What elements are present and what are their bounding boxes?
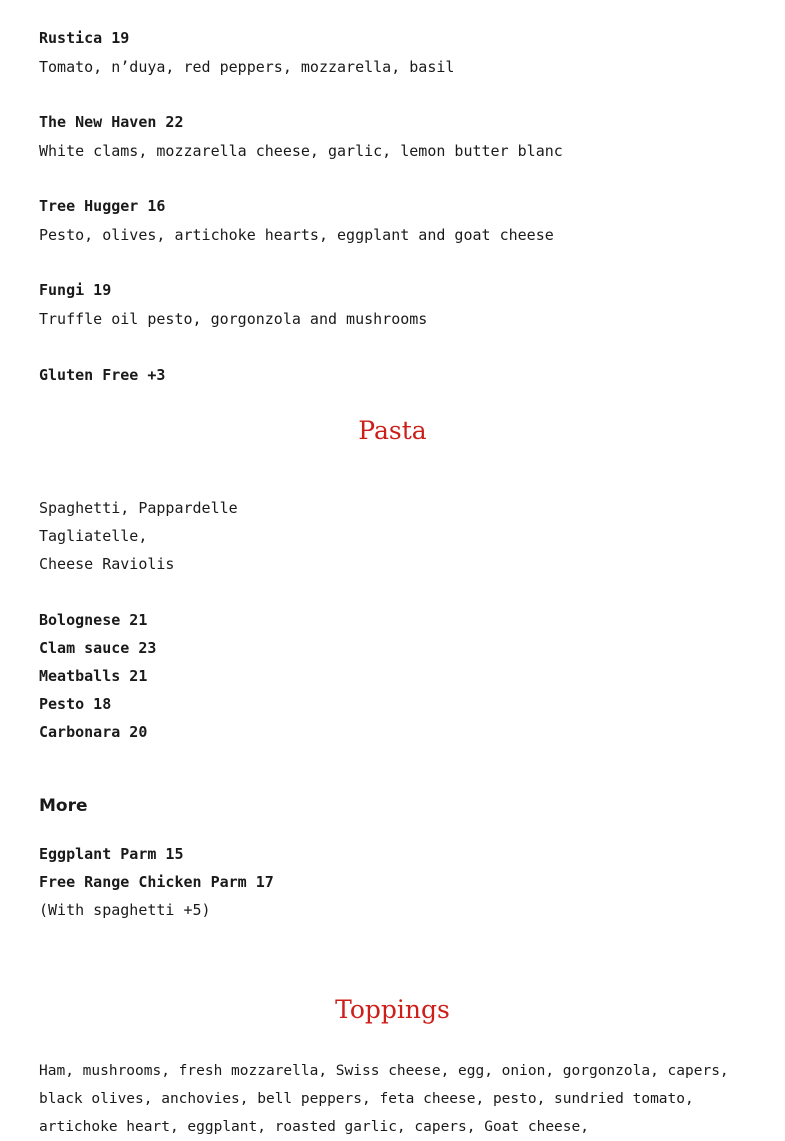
gluten-free-note: Gluten Free +3 [39, 366, 166, 384]
more-heading: More [39, 796, 88, 816]
menu-item-name: The New Haven 22 [39, 113, 184, 131]
menu-item-name: Rustica 19 [39, 29, 130, 47]
menu-item-description: Pesto, olives, artichoke hearts, eggplant and goat cheese [39, 226, 554, 244]
menu-item-name: Fungi 19 [39, 281, 112, 299]
pasta-type: Cheese Raviolis [39, 555, 175, 573]
menu-item-description: White clams, mozzarella cheese, garlic, lemon butter blanc [39, 142, 563, 160]
more-item: Free Range Chicken Parm 17 [39, 873, 274, 891]
menu-item-description: Truffle oil pesto, gorgonzola and mushrooms [39, 310, 428, 328]
more-item: Eggplant Parm 15 [39, 845, 184, 863]
pasta-sauce-item: Clam sauce 23 [39, 639, 157, 657]
pasta-sauce-item: Carbonara 20 [39, 723, 148, 741]
pasta-type: Spaghetti, Pappardelle [39, 499, 238, 517]
more-note: (With spaghetti +5) [39, 901, 211, 919]
pasta-type: Tagliatelle, [39, 527, 148, 545]
toppings-list: Ham, mushrooms, fresh mozzarella, Swiss cheese, egg, onion, gorgonzola, capers, black olives, anchovies, bell peppers, feta cheese, pesto, sundried tomato, artichoke heart, eggplant, roasted garlic, capers, Goat cheese, [39, 1063, 729, 1135]
toppings-heading: Toppings [335, 995, 450, 1024]
pasta-sauce-item: Pesto 18 [39, 695, 112, 713]
menu-item-description: Tomato, n’duya, red peppers, mozzarella, basil [39, 58, 455, 76]
pasta-sauce-item: Meatballs 21 [39, 667, 148, 685]
pasta-heading: Pasta [358, 416, 427, 445]
menu-item-name: Tree Hugger 16 [39, 197, 166, 215]
pasta-sauce-item: Bolognese 21 [39, 611, 148, 629]
